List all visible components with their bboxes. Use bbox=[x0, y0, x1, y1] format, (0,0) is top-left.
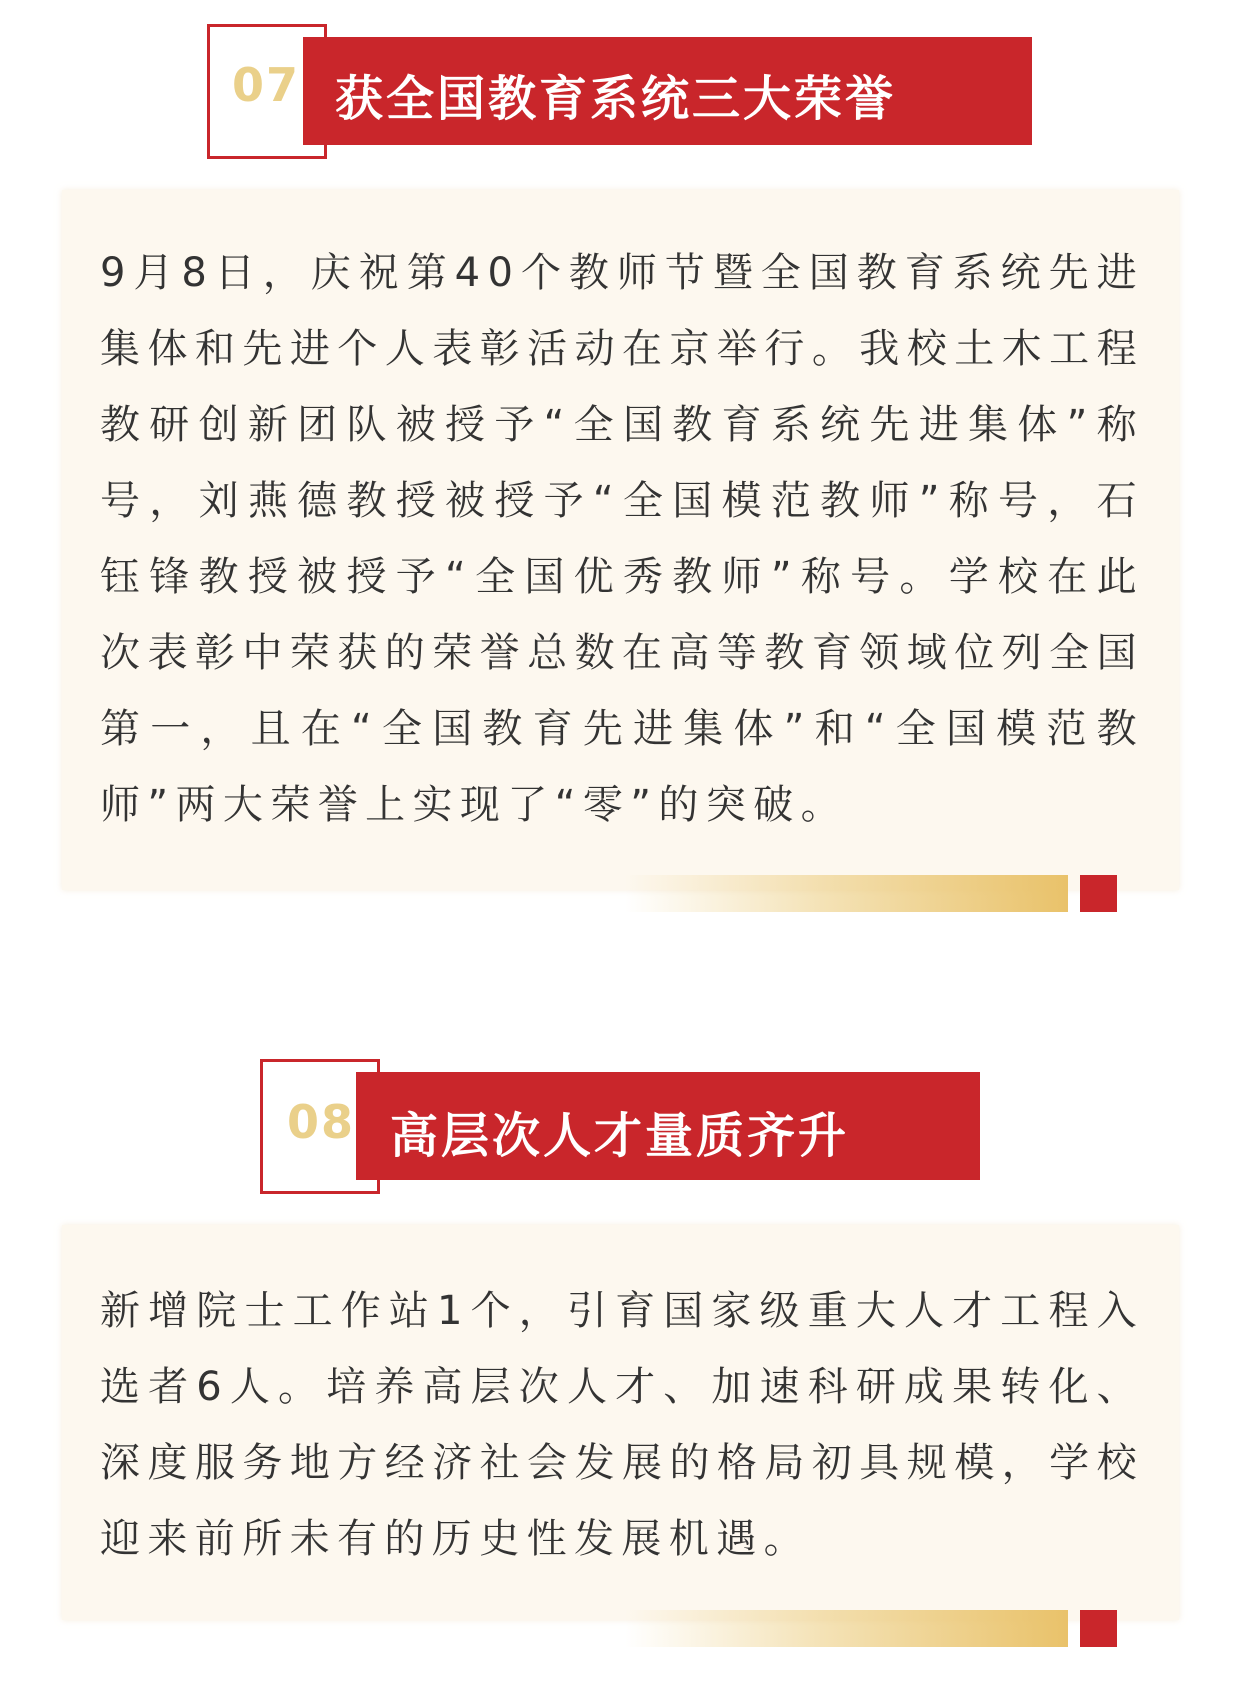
decorative-gold-bar bbox=[625, 875, 1068, 912]
decorative-red-square bbox=[1080, 875, 1117, 912]
decorative-red-square bbox=[1080, 1610, 1117, 1647]
section-body-text: 新增院士工作站1个，引育国家级重大人才工程入选者6人。培养高层次人才、加速科研成果转化、深度服务地方经济社会发展的格局初具规模，学校迎来前所未有的历史性发展机遇。 bbox=[100, 1288, 1144, 1562]
section-number: 07 bbox=[232, 58, 301, 112]
content-card bbox=[62, 1225, 1179, 1620]
content-card bbox=[62, 190, 1179, 890]
section-number: 08 bbox=[287, 1095, 356, 1149]
section-title: 获全国教育系统三大荣誉 bbox=[335, 71, 897, 127]
section-title: 高层次人才量质齐升 bbox=[390, 1108, 850, 1164]
section-body-text: 9月8日，庆祝第40个教师节暨全国教育系统先进集体和先进个人表彰活动在京举行。我校土木工程教研创新团队被授予“全国教育系统先进集体”称号，刘燕德教授被授予“全国模范教师”称号，石钰锋教授被授予“全国优秀教师”称号。学校在此次表彰中荣获的荣誉总数在高等教育领域位列全国第一，且在“全国教育先进集体”和“全国模范教师”两大荣誉上实现了“零”的突破。 bbox=[100, 250, 1144, 828]
decorative-gold-bar bbox=[625, 1610, 1068, 1647]
